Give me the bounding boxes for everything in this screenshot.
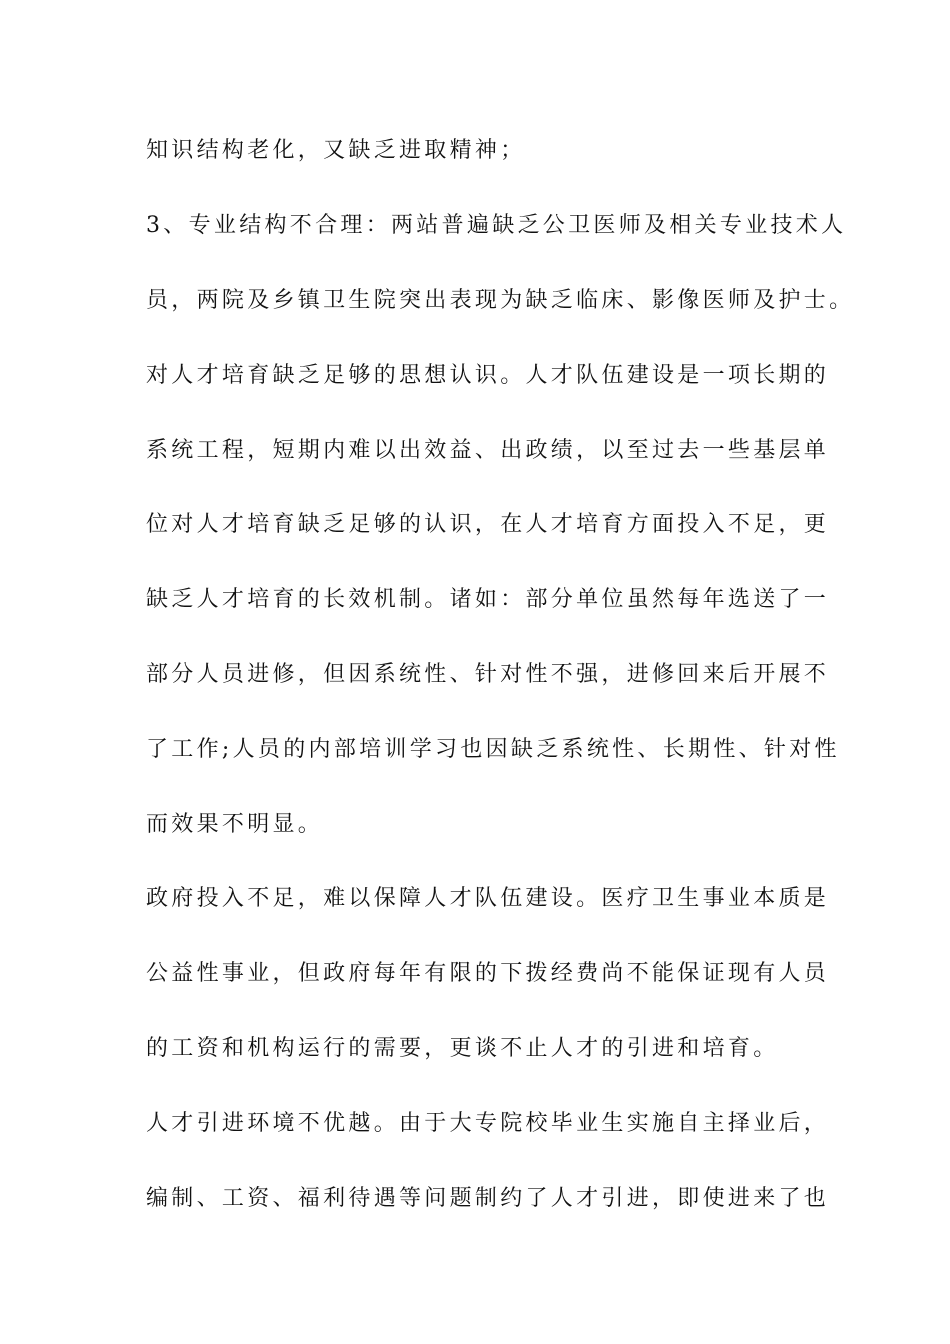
text-line: 政府投入不足，难以保障人才队伍建设。医疗卫生事业本质是 [146, 886, 830, 911]
text-line: 人才引进环境不优越。由于大专院校毕业生实施自主择业后， [146, 1111, 830, 1136]
text-line: 对人才培育缺乏足够的思想认识。人才队伍建设是一项长期的 [146, 363, 830, 388]
text-line: 系统工程，短期内难以出效益、出政绩，以至过去一些基层单 [146, 438, 830, 463]
text-line: 了工作;人员的内部培训学习也因缺乏系统性、长期性、针对性 [146, 737, 840, 762]
text-line: 部分人员进修，但因系统性、针对性不强，进修回来后开展不 [146, 662, 830, 687]
text-line: 而效果不明显。 [146, 812, 324, 837]
text-line: 位对人才培育缺乏足够的认识，在人才培育方面投入不足，更 [146, 512, 830, 537]
text-line: 编制、工资、福利待遇等问题制约了人才引进，即使进来了也 [146, 1186, 830, 1211]
text-line: 员，两院及乡镇卫生院突出表现为缺乏临床、影像医师及护士。 [146, 288, 855, 313]
text-line: 知识结构老化，又缺乏进取精神； [146, 138, 526, 163]
text-line: 公益性事业，但政府每年有限的下拨经费尚不能保证现有人员 [146, 961, 830, 986]
text-line: 3、专业结构不合理：两站普遍缺乏公卫医师及相关专业技术人 [146, 213, 847, 238]
text-line: 的工资和机构运行的需要，更谈不止人才的引进和培育。 [146, 1036, 779, 1061]
text-line: 缺乏人才培育的长效机制。诸如：部分单位虽然每年选送了一 [146, 587, 830, 612]
